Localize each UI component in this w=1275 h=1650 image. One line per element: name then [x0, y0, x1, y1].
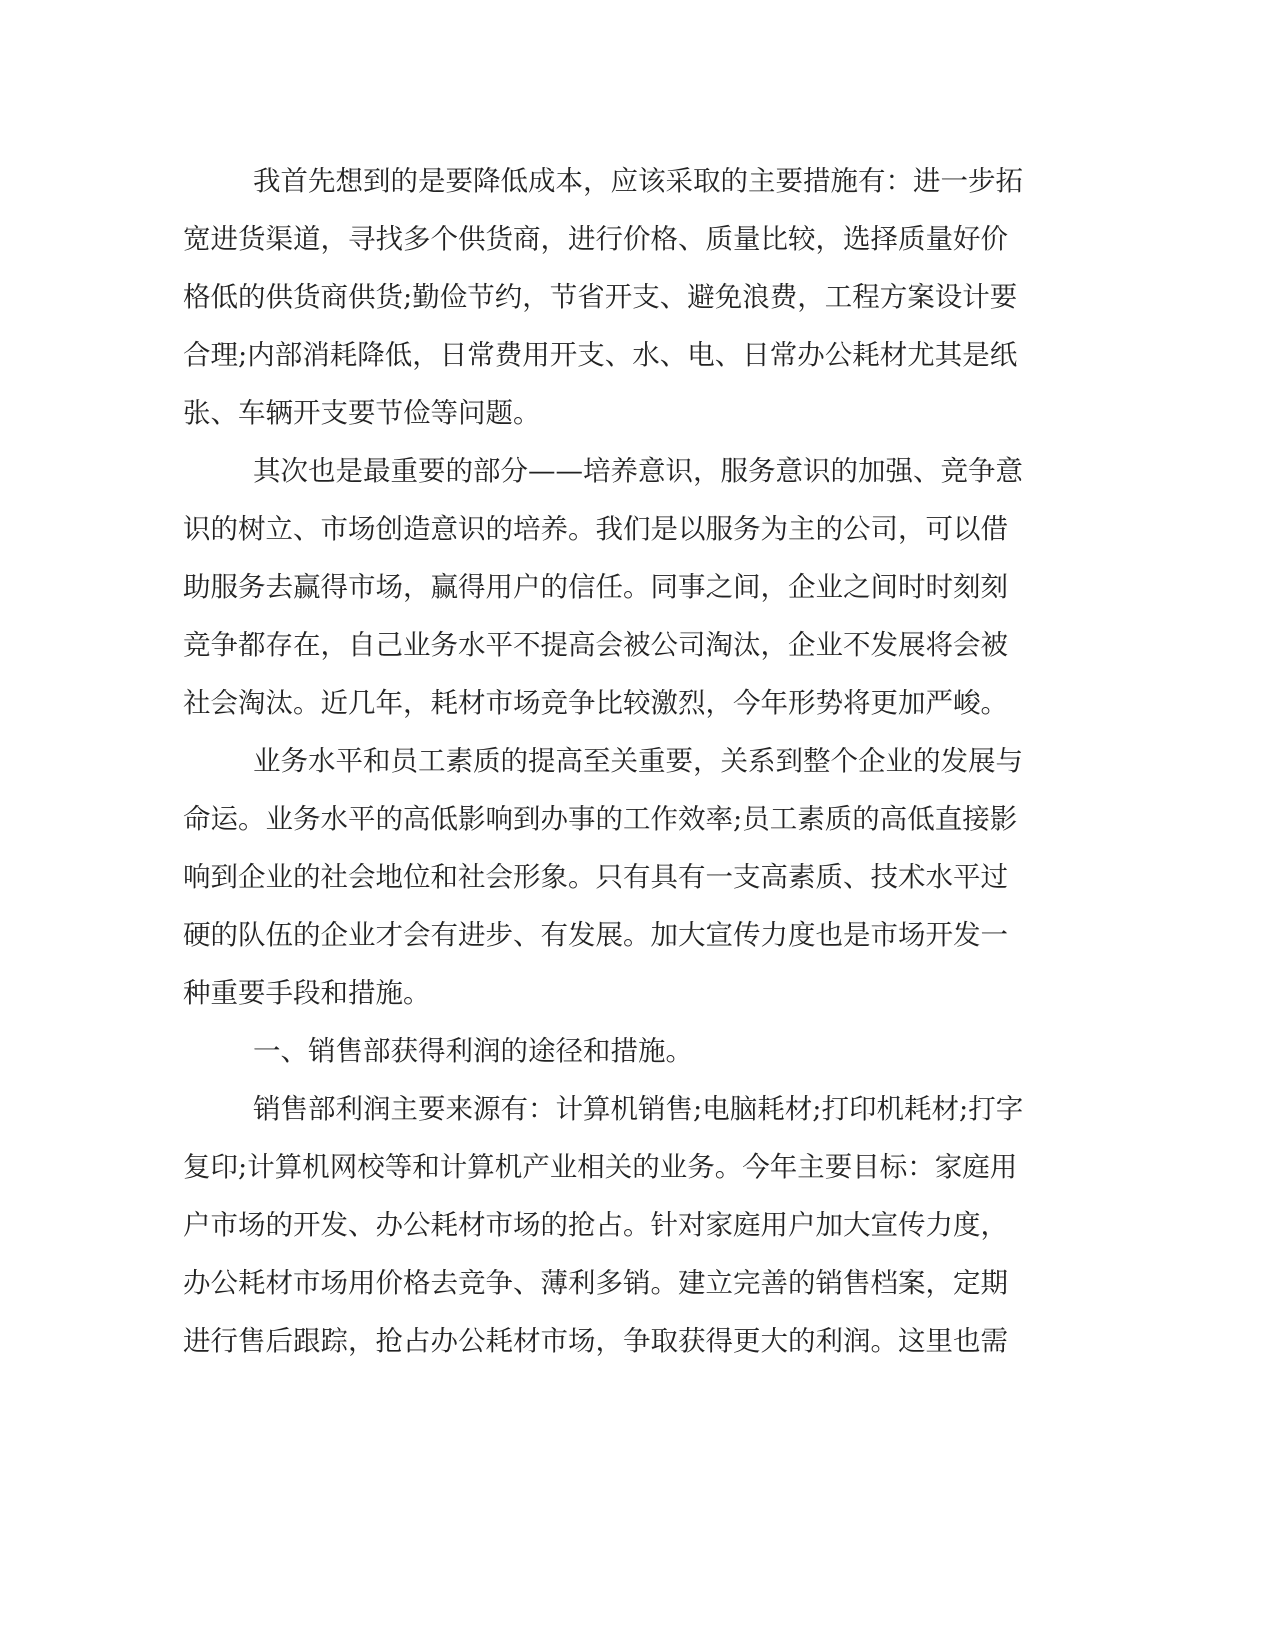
- section-heading: 一、销售部获得利润的途径和措施。: [253, 1035, 693, 1067]
- text-line: 命运。业务水平的高低影响到办事的工作效率;员工素质的高低直接影: [183, 803, 1018, 835]
- text-line: 识的树立、市场创造意识的培养。我们是以服务为主的公司，可以借: [183, 513, 1008, 545]
- text-line: 销售部利润主要来源有：计算机销售;电脑耗材;打印机耗材;打字: [253, 1093, 1024, 1125]
- text-line: 进行售后跟踪，抢占办公耗材市场，争取获得更大的利润。这里也需: [183, 1325, 1008, 1357]
- text-line: 竞争都存在，自己业务水平不提高会被公司淘汰，企业不发展将会被: [183, 629, 1008, 661]
- text-line: 宽进货渠道，寻找多个供货商，进行价格、质量比较，选择质量好价: [183, 223, 1008, 255]
- text-line: 硬的队伍的企业才会有进步、有发展。加大宣传力度也是市场开发一: [183, 919, 1008, 951]
- text-line: 其次也是最重要的部分——培养意识，服务意识的加强、竞争意: [253, 455, 1023, 487]
- text-line: 格低的供货商供货;勤俭节约，节省开支、避免浪费，工程方案设计要: [183, 281, 1018, 313]
- text-line: 复印;计算机网校等和计算机产业相关的业务。今年主要目标：家庭用: [183, 1151, 1018, 1183]
- text-line: 我首先想到的是要降低成本，应该采取的主要措施有：进一步拓: [253, 165, 1023, 197]
- text-line: 助服务去赢得市场，赢得用户的信任。同事之间，企业之间时时刻刻: [183, 571, 1008, 603]
- text-line: 种重要手段和措施。: [183, 977, 431, 1009]
- text-line: 业务水平和员工素质的提高至关重要，关系到整个企业的发展与: [253, 745, 1023, 777]
- text-line: 张、车辆开支要节俭等问题。: [183, 397, 541, 429]
- text-line: 户市场的开发、办公耗材市场的抢占。针对家庭用户加大宣传力度，: [183, 1209, 1008, 1241]
- text-line: 社会淘汰。近几年，耗材市场竞争比较激烈，今年形势将更加严峻。: [183, 687, 1008, 719]
- text-line: 合理;内部消耗降低，日常费用开支、水、电、日常办公耗材尤其是纸: [183, 339, 1018, 371]
- text-line: 响到企业的社会地位和社会形象。只有具有一支高素质、技术水平过: [183, 861, 1008, 893]
- text-line: 办公耗材市场用价格去竞争、薄利多销。建立完善的销售档案，定期: [183, 1267, 1008, 1299]
